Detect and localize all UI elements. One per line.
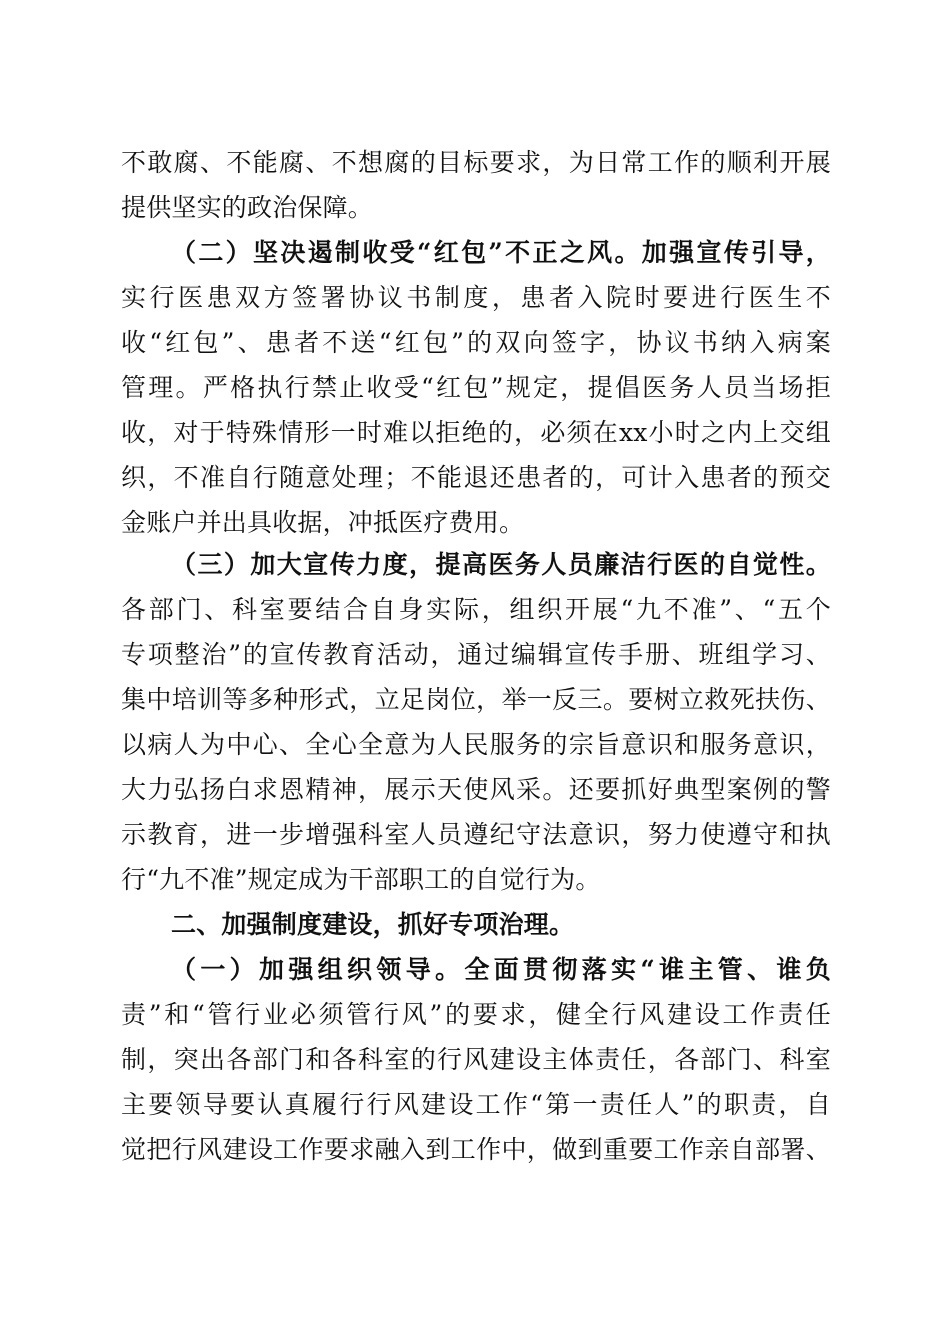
paragraph-line: 金账户并出具收据，冲抵医疗费用。 <box>121 508 525 537</box>
paragraph-line: 责”和“管行业必须管行风”的要求，健全行风建设工作责任 <box>121 1000 831 1029</box>
section-title-line: （二）坚决遏制收受“红包”不正之风。加强宣传引导， <box>171 238 831 267</box>
paragraph-line: 以病人为中心、全心全意为人民服务的宗旨意识和服务意识， <box>121 730 831 759</box>
paragraph-line: 管理。严格执行禁止收受“红包”规定，提倡医务人员当场拒 <box>121 373 831 402</box>
paragraph-line: 集中培训等多种形式，立足岗位，举一反三。要树立救死扶伤、 <box>121 685 831 714</box>
paragraph-line: 示教育，进一步增强科室人员遵纪守法意识，努力使遵守和执 <box>121 820 831 849</box>
paragraph-line: 各部门、科室要结合自身实际，组织开展“九不准”、“五个 <box>121 595 831 624</box>
paragraph-line: 收，对于特殊情形一时难以拒绝的，必须在xx小时之内上交组 <box>121 418 831 447</box>
section-heading: 二、加强制度建设，抓好专项治理。 <box>171 910 575 939</box>
section-title-line: （三）加大宣传力度，提高医务人员廉洁行医的自觉性。 <box>171 550 831 579</box>
paragraph-line: 提供坚实的政治保障。 <box>121 193 374 222</box>
paragraph-line: 觉把行风建设工作要求融入到工作中，做到重要工作亲自部署、 <box>121 1135 831 1164</box>
paragraph-line: 不敢腐、不能腐、不想腐的目标要求，为日常工作的顺利开展 <box>121 148 831 177</box>
paragraph-line: 专项整治”的宣传教育活动，通过编辑宣传手册、班组学习、 <box>121 640 831 669</box>
paragraph-line: 行“九不准”规定成为干部职工的自觉行为。 <box>121 865 601 894</box>
paragraph-line: 大力弘扬白求恩精神，展示天使风采。还要抓好典型案例的警 <box>121 775 831 804</box>
section-title-line: （一）加强组织领导。全面贯彻落实“谁主管、谁负 <box>171 955 831 984</box>
paragraph-line: 收“红包”、患者不送“红包”的双向签字，协议书纳入病案 <box>121 328 831 357</box>
paragraph-line: 制，突出各部门和各科室的行风建设主体责任，各部门、科室 <box>121 1045 831 1074</box>
paragraph-line: 织，不准自行随意处理；不能退还患者的，可计入患者的预交 <box>121 463 831 492</box>
paragraph-line: 主要领导要认真履行行风建设工作“第一责任人”的职责，自 <box>121 1090 831 1119</box>
paragraph-line: 实行医患双方签署协议书制度，患者入院时要进行医生不 <box>121 283 831 312</box>
